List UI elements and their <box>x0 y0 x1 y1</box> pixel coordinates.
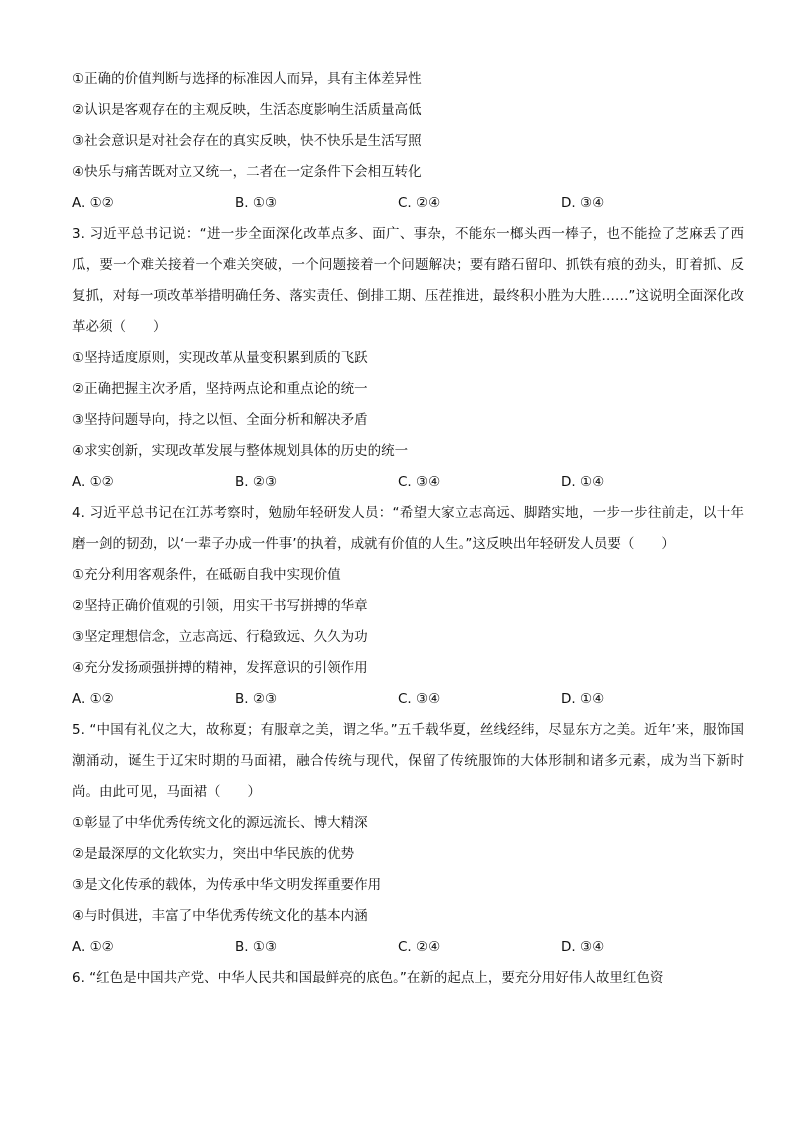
q4-item-1: ①充分利用客观条件，在砥砺自我中实现价值 <box>72 567 341 583</box>
q2-item-3: ③社会意识是对社会存在的真实反映，快不快乐是生活写照 <box>72 133 422 149</box>
q3-item-4: ④求实创新，实现改革发展与整体规划具体的历史的统一 <box>72 443 409 459</box>
q6-stem: 6. “红色是中国共产党、中华人民共和国最鲜亮的底色。”在新的起点上，要充分用好伟人故里红色资 <box>72 970 664 986</box>
q2-option-d: D. ③④ <box>561 195 605 211</box>
q4-option-d: D. ①④ <box>561 691 605 707</box>
q4-option-b: B. ②③ <box>235 691 278 707</box>
question-6 <box>72 963 744 994</box>
q4-options <box>72 684 744 715</box>
question-5 <box>72 715 744 963</box>
q5-item-4: ④与时俱进，丰富了中华优秀传统文化的基本内涵 <box>72 908 368 924</box>
q4-item-4: ④充分发扬顽强拼搏的精神，发挥意识的引领作用 <box>72 660 368 676</box>
q5-option-c: C. ②④ <box>398 939 441 955</box>
q4-item-2: ②坚持正确价值观的引领，用实干书写拼搏的华章 <box>72 598 368 614</box>
q5-item-1: ①彰显了中华优秀传统文化的源远流长、博大精深 <box>72 815 368 831</box>
q5-option-d: D. ③④ <box>561 939 605 955</box>
question-4 <box>72 498 744 715</box>
q2-option-c: C. ②④ <box>398 195 441 211</box>
q5-options <box>72 932 744 963</box>
q4-stem: 4. 习近平总书记在江苏考察时，勉励年轻研发人员：“希望大家立志高远、脚踏实地，一步一步往前走，以十年磨一剑的韧劲，以‘一辈子办成一件事’的执着，成就有价值的人生。”这反映出年轻研发人员要（ ） <box>72 505 744 552</box>
q3-item-1: ①坚持适度原则，实现改革从量变积累到质的飞跃 <box>72 350 368 366</box>
q2-item-2: ②认识是客观存在的主观反映，生活态度影响生活质量高低 <box>72 102 422 118</box>
q3-option-b: B. ②③ <box>235 474 278 490</box>
q4-item-3: ③坚定理想信念，立志高远、行稳致远、久久为功 <box>72 629 368 645</box>
q3-item-2: ②正确把握主次矛盾，坚持两点论和重点论的统一 <box>72 381 368 397</box>
q5-option-a: A. ①② <box>72 939 114 955</box>
q3-options <box>72 467 744 498</box>
q3-option-a: A. ①② <box>72 474 114 490</box>
question-3 <box>72 219 744 498</box>
q2-option-b: B. ①③ <box>235 195 278 211</box>
q3-option-c: C. ③④ <box>398 474 441 490</box>
q3-stem: 3. 习近平总书记说：“进一步全面深化改革点多、面广、事杂，不能东一榔头西一棒子，也不能捡了芝麻丢了西瓜，要一个难关接着一个难关突破，一个问题接着一个问题解决；要有踏石留印、抓铁有痕的劲头，盯着抓、反复抓，对每一项改革举措明确任务、落实责任、倒排工期、压茬推进，最终积小胜为大胜……”这说明全面深化改革必须（ ） <box>72 226 744 335</box>
q4-option-c: C. ③④ <box>398 691 441 707</box>
q5-item-3: ③是文化传承的载体，为传承中华文明发挥重要作用 <box>72 877 382 893</box>
q4-option-a: A. ①② <box>72 691 114 707</box>
q2-options <box>72 188 744 219</box>
q3-option-d: D. ①④ <box>561 474 605 490</box>
q3-item-3: ③坚持问题导向，持之以恒、全面分析和解决矛盾 <box>72 412 368 428</box>
q2-option-a: A. ①② <box>72 195 114 211</box>
q2-item-4: ④快乐与痛苦既对立又统一，二者在一定条件下会相互转化 <box>72 164 422 180</box>
q5-stem: 5. “中国有礼仪之大，故称夏；有服章之美，谓之华。”五千载华夏，丝线经纬，尽显东方之美。近年’来，服饰国潮涌动，诞生于辽宋时期的马面裙，融合传统与现代，保留了传统服饰的大体形制和诸多元素，成为当下新时尚。由此可见，马面裙（ ） <box>72 722 744 800</box>
q5-item-2: ②是最深厚的文化软实力，突出中华民族的优势 <box>72 846 355 862</box>
q2-item-1: ①正确的价值判断与选择的标准因人而异，具有主体差异性 <box>72 71 422 87</box>
q5-option-b: B. ①③ <box>235 939 278 955</box>
question-2 <box>72 64 744 219</box>
